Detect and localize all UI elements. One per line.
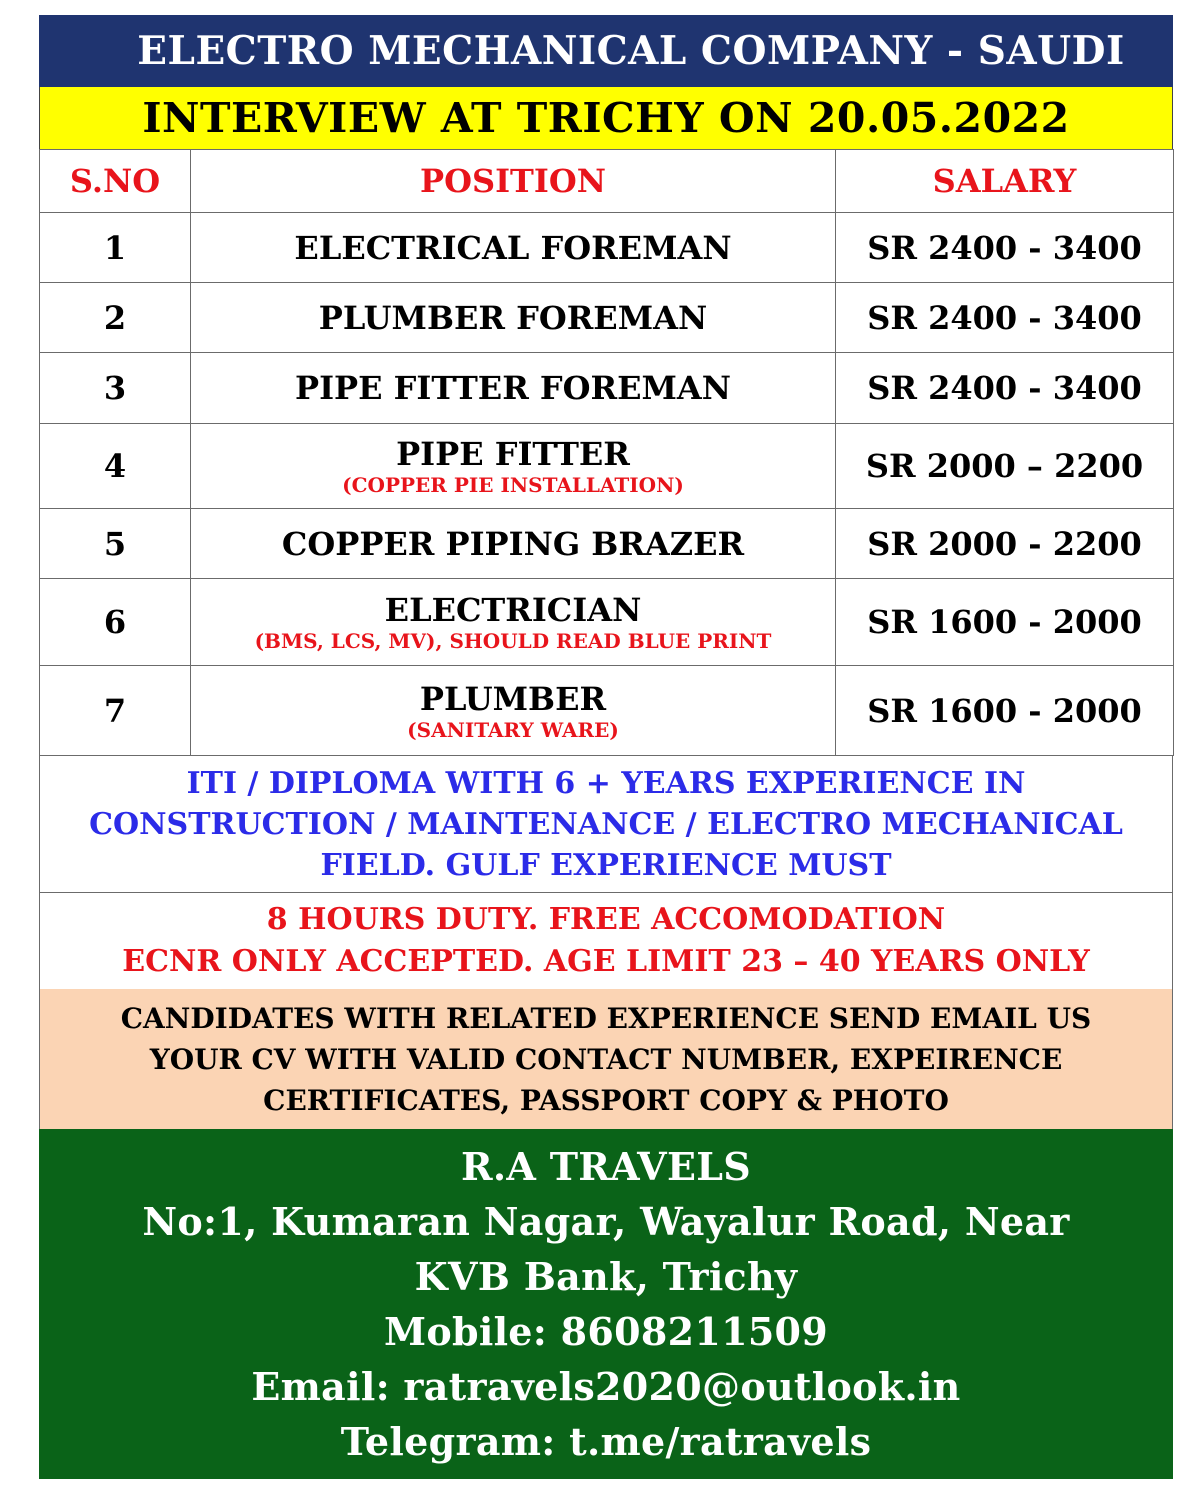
position-title: PIPE FITTER bbox=[396, 435, 630, 473]
interview-date: INTERVIEW AT TRICHY ON 20.05.2022 bbox=[142, 94, 1070, 142]
position-note: (BMS, LCS, MV), SHOULD READ BLUE PRINT bbox=[254, 629, 772, 653]
position-title: COPPER PIPING BRAZER bbox=[281, 524, 745, 563]
position-title: PLUMBER FOREMAN bbox=[318, 298, 708, 337]
job-advertisement bbox=[39, 15, 1173, 1479]
row-position bbox=[191, 424, 836, 509]
row-position bbox=[191, 213, 836, 283]
row-position bbox=[191, 283, 836, 353]
table-row bbox=[40, 424, 1174, 509]
requirements-block bbox=[39, 756, 1173, 893]
row-sno: 2 bbox=[40, 283, 191, 353]
row-position bbox=[191, 509, 836, 579]
column-header-position: POSITION bbox=[191, 150, 836, 213]
requirements-line: FIELD. GULF EXPERIENCE MUST bbox=[320, 847, 892, 883]
application-instructions bbox=[39, 989, 1173, 1129]
table-row bbox=[40, 213, 1174, 283]
row-salary: SR 2000 – 2200 bbox=[836, 424, 1174, 509]
row-position bbox=[191, 579, 836, 666]
position-note: (SANITARY WARE) bbox=[407, 717, 619, 742]
positions-table bbox=[39, 149, 1174, 756]
position-title: ELECTRICAL FOREMAN bbox=[294, 228, 732, 267]
requirements-line: ITI / DIPLOMA WITH 6 + YEARS EXPERIENCE IN bbox=[186, 765, 1026, 801]
address-line: No:1, Kumaran Nagar, Wayalur Road, Near bbox=[142, 1199, 1070, 1244]
position-note: (COPPER PIE INSTALLATION) bbox=[342, 473, 684, 497]
apply-line: CANDIDATES WITH RELATED EXPERIENCE SEND EMAIL US bbox=[120, 1001, 1092, 1035]
terms-line: ECNR ONLY ACCEPTED. AGE LIMIT 23 – 40 YEARS ONLY bbox=[122, 944, 1090, 979]
table-row bbox=[40, 509, 1174, 579]
mobile-number: Mobile: 8608211509 bbox=[383, 1309, 829, 1354]
row-sno: 1 bbox=[40, 213, 191, 283]
position-title: ELECTRICIAN bbox=[384, 591, 642, 629]
row-sno: 7 bbox=[40, 666, 191, 756]
row-position bbox=[191, 353, 836, 424]
apply-line: YOUR CV WITH VALID CONTACT NUMBER, EXPEIRENCE bbox=[149, 1042, 1063, 1076]
contact-block bbox=[39, 1129, 1173, 1479]
row-salary: SR 1600 - 2000 bbox=[836, 579, 1174, 666]
column-header-salary: SALARY bbox=[836, 150, 1174, 213]
row-sno: 5 bbox=[40, 509, 191, 579]
row-salary: SR 1600 - 2000 bbox=[836, 666, 1174, 756]
company-title-bar bbox=[39, 15, 1173, 87]
table-row bbox=[40, 283, 1174, 353]
company-title: ELECTRO MECHANICAL COMPANY - SAUDI bbox=[137, 28, 1125, 74]
email-address: Email: ratravels2020@outlook.in bbox=[251, 1364, 961, 1409]
terms-line: 8 HOURS DUTY. FREE ACCOMODATION bbox=[266, 902, 946, 937]
row-sno: 3 bbox=[40, 353, 191, 424]
address-line: KVB Bank, Trichy bbox=[414, 1254, 798, 1299]
row-salary: SR 2400 - 3400 bbox=[836, 283, 1174, 353]
table-row bbox=[40, 579, 1174, 666]
row-sno: 4 bbox=[40, 424, 191, 509]
row-position bbox=[191, 666, 836, 756]
column-header-sno: S.NO bbox=[40, 150, 191, 213]
position-title: PIPE FITTER FOREMAN bbox=[295, 369, 731, 407]
terms-block bbox=[39, 893, 1173, 989]
interview-date-bar bbox=[39, 87, 1173, 149]
table-header-row bbox=[40, 150, 1174, 213]
agency-name: R.A TRAVELS bbox=[460, 1144, 751, 1189]
telegram-link: Telegram: t.me/ratravels bbox=[340, 1419, 872, 1464]
apply-line: CERTIFICATES, PASSPORT COPY & PHOTO bbox=[263, 1083, 949, 1117]
position-title: PLUMBER bbox=[419, 679, 607, 718]
table-row bbox=[40, 353, 1174, 424]
row-salary: SR 2000 - 2200 bbox=[836, 509, 1174, 579]
row-salary: SR 2400 - 3400 bbox=[836, 353, 1174, 424]
table-row bbox=[40, 666, 1174, 756]
row-salary: SR 2400 - 3400 bbox=[836, 213, 1174, 283]
row-sno: 6 bbox=[40, 579, 191, 666]
requirements-line: CONSTRUCTION / MAINTENANCE / ELECTRO MECHANICAL bbox=[89, 806, 1123, 842]
